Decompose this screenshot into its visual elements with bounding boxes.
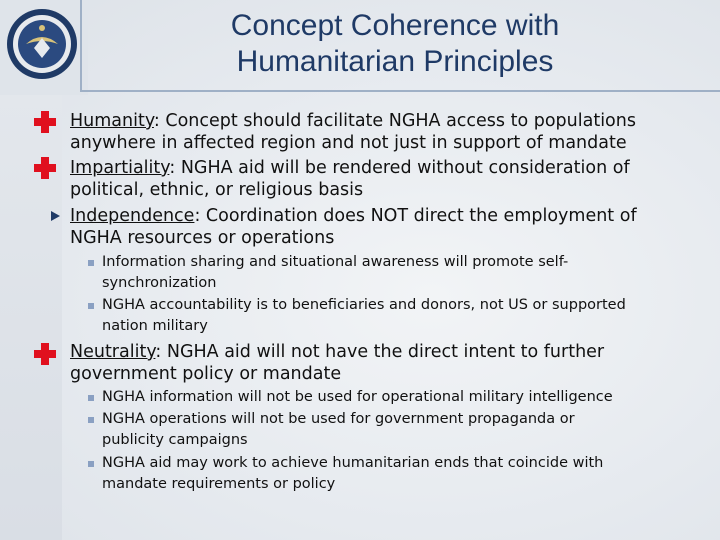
principle-term: Neutrality xyxy=(70,342,156,362)
principle-humanity xyxy=(70,110,710,154)
principle-impartiality xyxy=(70,157,710,201)
principle-text: : Concept should facilitate NGHA access to populations xyxy=(153,111,636,131)
sub-point: NGHA operations will not be used for government propaganda or publicity campaigns xyxy=(102,411,575,448)
principle-text-cont: NGHA resources or operations xyxy=(70,228,335,248)
principle-text-cont: anywhere in affected region and not just in support of mandate xyxy=(70,133,627,153)
principle-text: : NGHA aid will be rendered without consideration of xyxy=(169,158,630,178)
title-line-1: Concept Coherence with xyxy=(230,9,560,42)
sub-point: NGHA aid may work to achieve humanitarian ends that coincide with mandate requirements or policy xyxy=(102,455,604,492)
square-bullet-icon xyxy=(88,461,94,467)
principle-independence xyxy=(70,205,710,249)
principle-neutrality xyxy=(70,341,710,385)
sub-point: Information sharing and situational awareness will promote self- synchronization xyxy=(102,254,569,291)
title-line-2: Humanitarian Principles xyxy=(236,45,554,78)
sub-point: NGHA information will not be used for operational military intelligence xyxy=(102,389,613,405)
square-bullet-icon xyxy=(88,260,94,266)
principle-text-cont: government policy or mandate xyxy=(70,364,342,384)
square-bullet-icon xyxy=(88,303,94,309)
sub-point: NGHA accountability is to beneficiaries and donors, not US or supported nation military xyxy=(102,297,626,334)
principle-text: : Coordination does NOT direct the employment of xyxy=(194,206,637,226)
principle-term: Humanity xyxy=(70,111,154,131)
principle-term: Independence xyxy=(70,206,195,226)
arrow-bullet-icon xyxy=(51,211,60,221)
red-cross-icon xyxy=(34,343,56,365)
principle-text: : NGHA aid will not have the direct intent to further xyxy=(155,342,605,362)
principle-term: Impartiality xyxy=(70,158,170,178)
square-bullet-icon xyxy=(88,417,94,423)
principle-text-cont: political, ethnic, or religious basis xyxy=(70,180,364,200)
square-bullet-icon xyxy=(88,395,94,401)
red-cross-icon xyxy=(34,111,56,133)
red-cross-icon xyxy=(34,157,56,179)
